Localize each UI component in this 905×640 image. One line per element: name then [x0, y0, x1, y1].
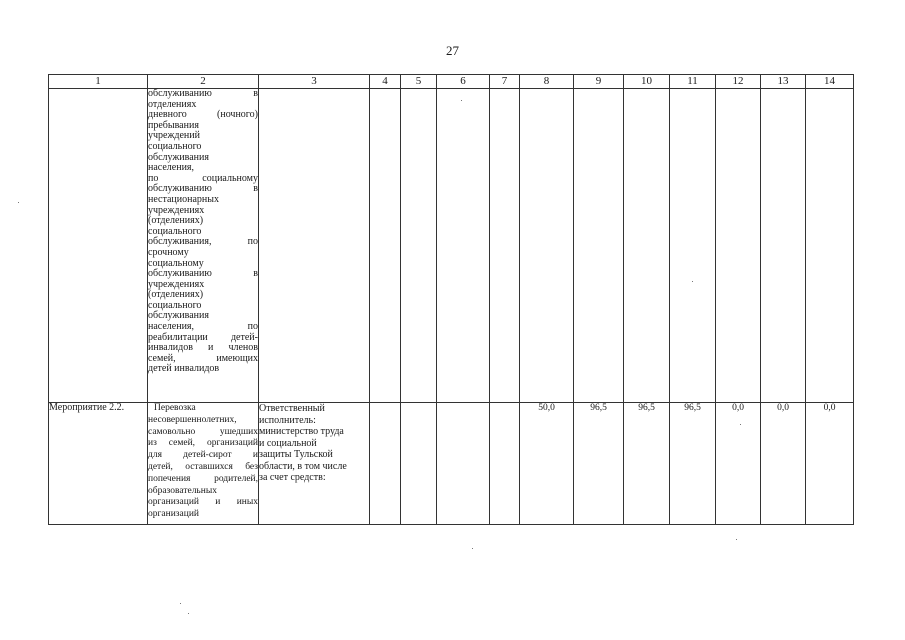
program-table [48, 74, 854, 525]
value-col9: 96,5 [574, 403, 624, 525]
col-header-1: 1 [49, 75, 148, 89]
scan-speck [472, 548, 473, 549]
row-a-col14 [806, 89, 854, 403]
desc-line: самовольно ушедших [148, 426, 258, 437]
desc-line: из семей, организаций [148, 438, 258, 449]
row-a-col3 [259, 89, 370, 403]
measure-label: Мероприятие 2.2. [49, 403, 148, 525]
desc-line: инвалидов и членов [148, 342, 258, 354]
col-header-12: 12 [716, 75, 761, 89]
desc-line: обслуживания [148, 310, 209, 322]
table-row [49, 403, 854, 525]
scan-speck [461, 100, 462, 101]
desc-line: (отделениях) [148, 289, 204, 301]
desc-line: социального [148, 225, 202, 237]
col-header-7: 7 [490, 75, 520, 89]
desc-line: дневного (ночного) [148, 109, 258, 121]
value-col6 [437, 403, 490, 525]
table-row [49, 89, 854, 403]
desc-line: семей, имеющих [148, 352, 258, 364]
col-header-3: 3 [259, 75, 370, 89]
desc-line: учреждениях [148, 204, 205, 216]
row-a-description [148, 89, 259, 403]
desc-line: обслуживанию в [148, 183, 258, 195]
desc-line: отделениях [148, 98, 197, 110]
value-col13: 0,0 [761, 403, 806, 525]
row-a-col5 [401, 89, 437, 403]
scan-speck [692, 281, 693, 282]
desc-line: несовершеннолетних, [148, 414, 237, 425]
page-number: 27 [446, 43, 459, 58]
scan-speck [180, 603, 181, 604]
executor-line: и социальной [259, 437, 317, 449]
desc-line: обслуживанию в [148, 88, 258, 99]
desc-line: детей, оставшихся без [148, 461, 258, 472]
value-col7 [490, 403, 520, 525]
desc-line: населения, по [148, 321, 258, 333]
desc-line: Перевозка [154, 403, 196, 413]
desc-line: срочному [148, 246, 189, 258]
row-a-col10 [624, 89, 670, 403]
col-header-5: 5 [401, 75, 437, 89]
col-header-13: 13 [761, 75, 806, 89]
desc-line: обслуживания, по [148, 236, 258, 248]
executor-line: министерство труда [259, 426, 344, 437]
executor-line: за счет средств: [259, 472, 326, 483]
scan-speck [188, 613, 189, 614]
desc-line: социального [148, 140, 202, 152]
scan-speck [736, 539, 737, 540]
col-header-4: 4 [370, 75, 401, 89]
executor-line: Ответственный [259, 403, 325, 414]
value-col10: 96,5 [624, 403, 670, 525]
col-header-6: 6 [437, 75, 490, 89]
desc-line: обслуживанию в [148, 268, 258, 280]
row-b-description [148, 403, 259, 525]
desc-line: организаций и иных [148, 497, 258, 508]
desc-line: образовательных [148, 485, 217, 496]
desc-line: обслуживания [148, 151, 209, 163]
col-header-9: 9 [574, 75, 624, 89]
value-col5 [401, 403, 437, 525]
col-header-10: 10 [624, 75, 670, 89]
row-a-col12 [716, 89, 761, 403]
scan-speck [740, 424, 741, 425]
row-a-col8 [520, 89, 574, 403]
col-header-14: 14 [806, 75, 854, 89]
desc-line: для детей-сирот и [148, 450, 258, 461]
col-header-2: 2 [148, 75, 259, 89]
value-col12: 0,0 [716, 403, 761, 525]
row-a-col7 [490, 89, 520, 403]
col-header-11: 11 [670, 75, 716, 89]
value-col8: 50,0 [520, 403, 574, 525]
row-a-col4 [370, 89, 401, 403]
value-col14: 0,0 [806, 403, 854, 525]
value-col4 [370, 403, 401, 525]
row-a-col9 [574, 89, 624, 403]
desc-line: учреждениях [148, 278, 205, 290]
desc-line: населения, [148, 162, 195, 174]
header-row [49, 75, 854, 89]
row-a-col6 [437, 89, 490, 403]
col-header-8: 8 [520, 75, 574, 89]
desc-line: попечения родителей, [148, 473, 258, 484]
desc-line: организаций [148, 509, 200, 520]
row-a-col11 [670, 89, 716, 403]
desc-line: реабилитации детей- [148, 331, 258, 343]
desc-line: нестационарных [148, 193, 219, 205]
row-a-col13 [761, 89, 806, 403]
executor-line: защиты Тульской [259, 449, 333, 460]
desc-line: пребывания [148, 119, 199, 131]
desc-line: социального [148, 299, 202, 311]
desc-line: по социальному [148, 172, 258, 184]
value-col11: 96,5 [670, 403, 716, 525]
executor-line: исполнитель: [259, 414, 316, 426]
executor-line: области, в том числе [259, 460, 347, 472]
desc-line: детей инвалидов [148, 363, 220, 375]
desc-line: (отделениях) [148, 215, 204, 227]
row-a-col1 [49, 89, 148, 403]
responsible-executor [259, 403, 370, 525]
scan-speck [18, 202, 19, 203]
desc-line: учреждений [148, 130, 200, 142]
desc-line: социальному [148, 257, 204, 269]
